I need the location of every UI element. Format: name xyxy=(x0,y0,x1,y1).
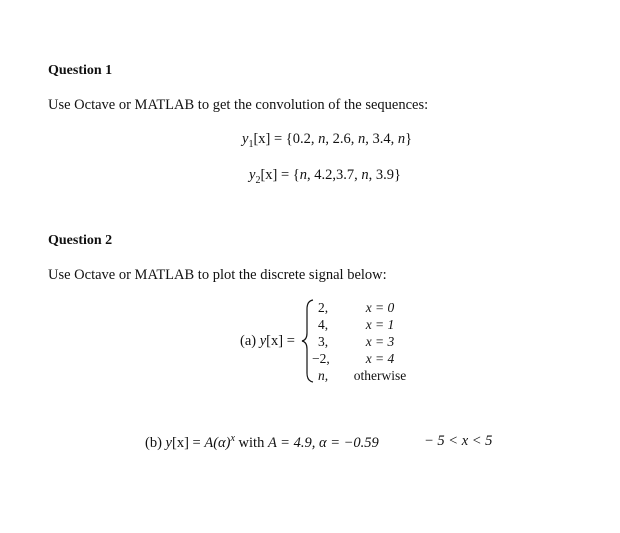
seq1-sub: 1 xyxy=(248,138,254,150)
part-b-A: A xyxy=(204,434,214,451)
case-condition: x = 3 xyxy=(365,334,395,349)
case-condition: x = 0 xyxy=(365,300,395,315)
case-value: 3, xyxy=(318,334,329,349)
question-1-heading: Question 1 xyxy=(48,63,113,78)
seq1-part: } xyxy=(405,131,413,147)
part-b-with: with xyxy=(234,434,268,451)
question-2-heading: Question 2 xyxy=(48,233,113,248)
seq1-var: y xyxy=(242,131,249,147)
case-value: 2, xyxy=(318,300,329,315)
case-value: −2, xyxy=(312,351,330,366)
part-b-prefix: (b) xyxy=(145,434,166,451)
seq1-part: n xyxy=(318,131,326,147)
part-a-arg: [x] = xyxy=(266,333,295,349)
seq2-open: { xyxy=(292,167,300,183)
left-brace-icon xyxy=(300,299,316,383)
seq1-eq: = xyxy=(270,131,286,147)
part-a-var: y xyxy=(259,333,267,349)
part-b-arg: [x] = xyxy=(171,434,205,451)
seq1-arg: [x] xyxy=(253,131,271,147)
sequence-y2 xyxy=(249,167,401,186)
seq1-part: , 2.6, xyxy=(325,131,359,147)
part-a-prefix: (a) xyxy=(240,333,260,349)
case-condition: otherwise xyxy=(353,368,407,383)
part-b-var: y xyxy=(165,434,172,451)
seq2-arg: [x] xyxy=(260,167,278,183)
seq2-part: , 3.9} xyxy=(368,167,401,183)
seq2-var: y xyxy=(249,167,256,183)
seq2-part: n xyxy=(361,167,369,183)
sequence-y1 xyxy=(242,131,412,150)
seq2-sub: 2 xyxy=(255,174,261,186)
seq1-open: {0.2, xyxy=(285,131,319,147)
part-b-range: − 5 < x < 5 xyxy=(424,433,493,449)
case-condition: x = 1 xyxy=(365,317,395,332)
seq1-part: n xyxy=(358,131,366,147)
seq1-part: n xyxy=(397,131,406,147)
part-a-label xyxy=(240,333,295,350)
seq1-part: , 3.4, xyxy=(365,131,398,147)
part-b-exponent: x xyxy=(230,433,235,444)
part-b-expression xyxy=(145,433,379,452)
part-b-alpha: (α) xyxy=(213,434,231,451)
question-1-prompt: Use Octave or MATLAB to get the convolution of the sequences: xyxy=(48,97,429,113)
seq2-eq: = xyxy=(277,167,293,183)
case-value: 4, xyxy=(318,317,329,332)
case-condition: x = 4 xyxy=(365,351,395,366)
case-value: n, xyxy=(318,368,329,383)
seq2-part: n xyxy=(299,167,308,183)
part-b-params: A = 4.9, α = −0.59 xyxy=(267,434,379,451)
seq2-part: , 4.2,3.7, xyxy=(307,167,362,183)
question-2-prompt: Use Octave or MATLAB to plot the discrete signal below: xyxy=(48,267,387,283)
